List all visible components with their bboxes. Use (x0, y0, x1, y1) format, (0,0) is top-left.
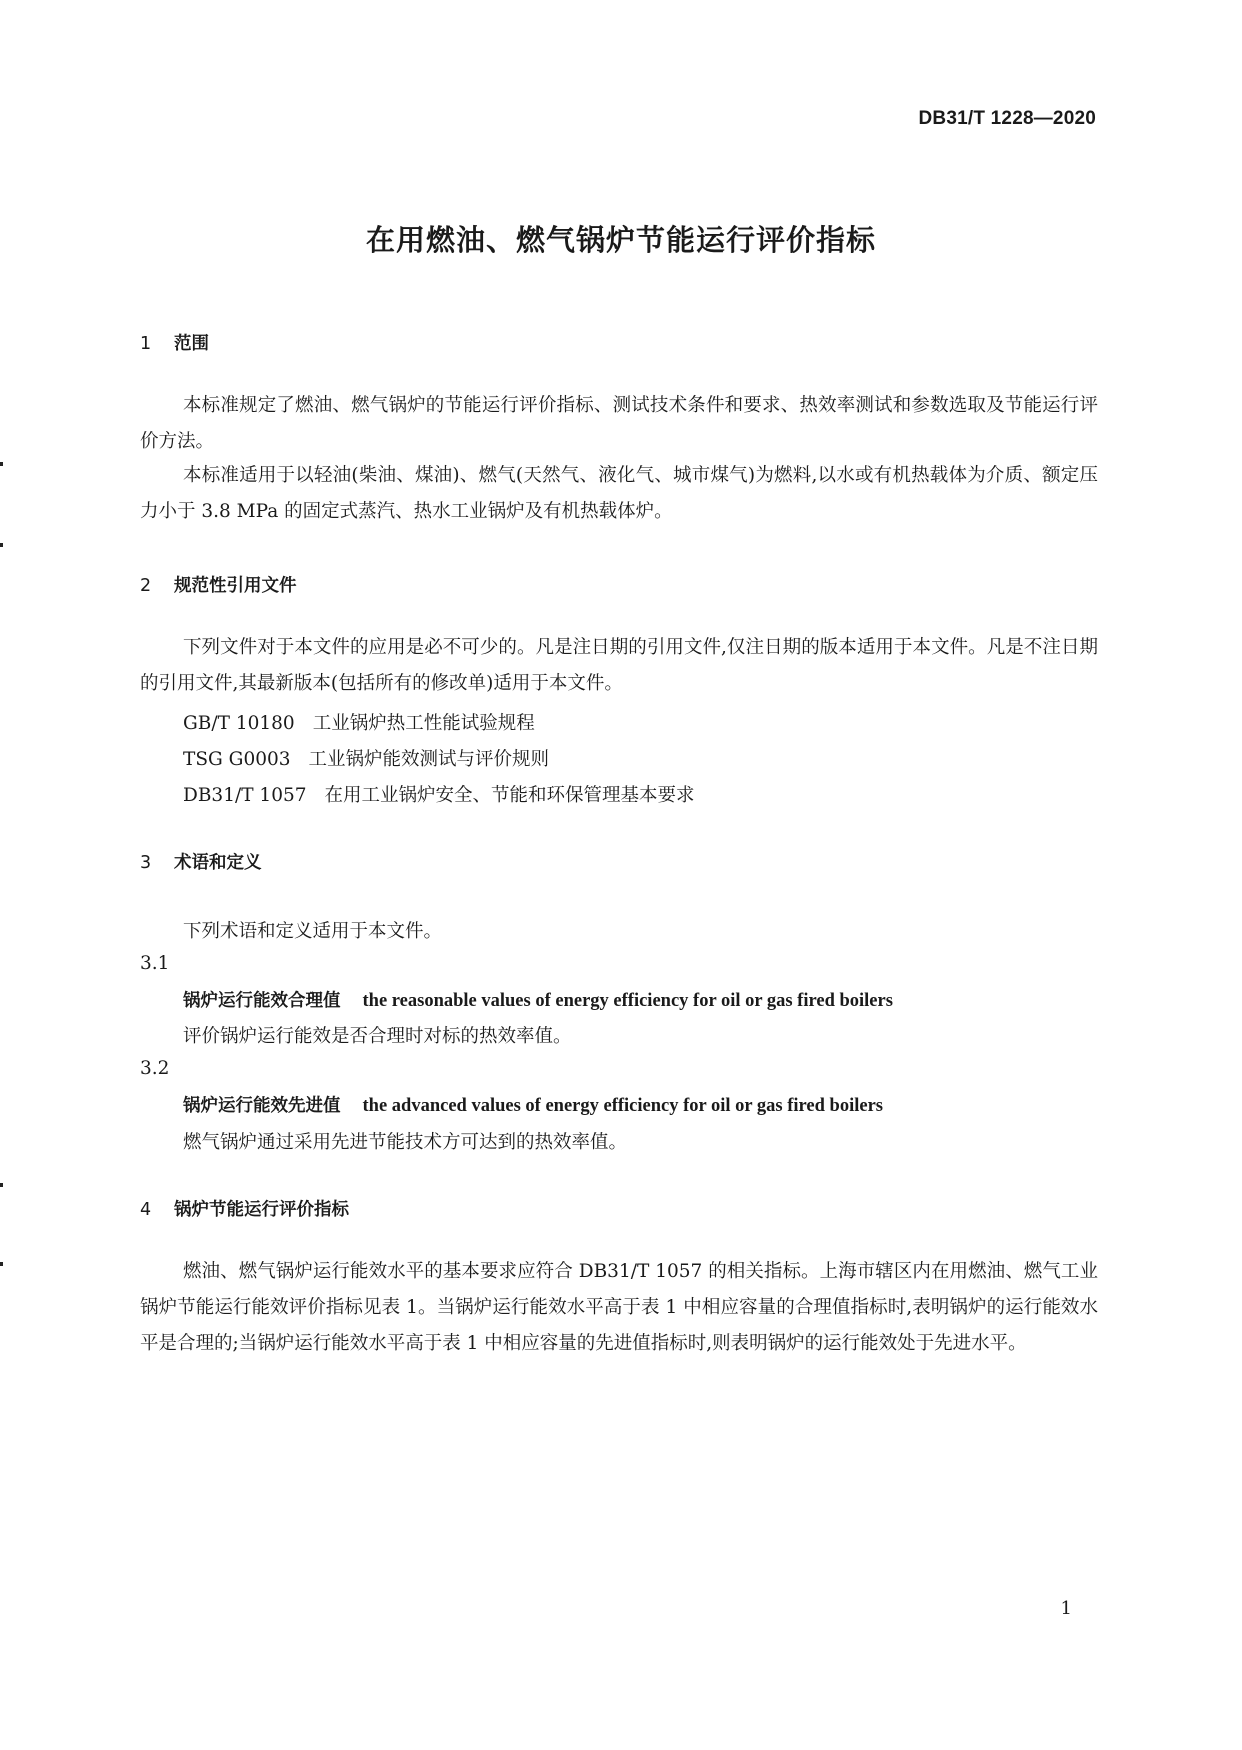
term-definition: 评价锅炉运行能效是否合理时对标的热效率值。 (183, 1026, 572, 1047)
term-heading (183, 1092, 883, 1117)
section-4-heading (140, 1196, 349, 1221)
section-1-heading (140, 330, 209, 355)
section-number: 3 (140, 853, 152, 873)
section-title: 规范性引用文件 (174, 576, 297, 596)
term-chinese: 锅炉运行能效先进值 (183, 1096, 341, 1116)
section-number: 2 (140, 576, 152, 596)
section-3-intro: 下列术语和定义适用于本文件。 (183, 921, 443, 942)
term-number: 3.1 (140, 953, 170, 974)
term-chinese: 锅炉运行能效合理值 (183, 991, 341, 1011)
document-title: 在用燃油、燃气锅炉节能运行评价指标 (365, 223, 876, 257)
term-definition: 燃气锅炉通过采用先进节能技术方可达到的热效率值。 (183, 1132, 628, 1153)
term-number: 3.2 (140, 1058, 170, 1079)
scan-mark (0, 543, 3, 547)
reference-code: TSG G0003 (183, 749, 291, 770)
section-title: 范围 (174, 334, 209, 354)
section-1-paragraph-2: 本标准适用于以轻油(柴油、煤油)、燃气(天然气、液化气、城市煤气)为燃料,以水或有机热载体为介质、额定压力小于 3.8 MPa 的固定式蒸汽、热水工业锅炉及有机热载体炉。 (140, 465, 1098, 522)
term-english: the reasonable values of energy efficiency for oil or gas fired boilers (362, 991, 893, 1011)
section-number: 4 (140, 1200, 152, 1220)
section-1-paragraph-1: 本标准规定了燃油、燃气锅炉的节能运行评价指标、测试技术条件和要求、热效率测试和参数选取及节能运行评价方法。 (140, 395, 1098, 452)
reference-title: 工业锅炉能效测试与评价规则 (308, 749, 550, 770)
term-heading (183, 987, 893, 1012)
section-2-paragraph-1: 下列文件对于本文件的应用是必不可少的。凡是注日期的引用文件,仅注日期的版本适用于本文件。凡是不注日期的引用文件,其最新版本(包括所有的修改单)适用于本文件。 (140, 637, 1098, 694)
section-title: 术语和定义 (174, 853, 262, 873)
term-english: the advanced values of energy efficiency for oil or gas fired boilers (362, 1096, 883, 1116)
reference-item (183, 781, 695, 807)
scan-mark (0, 1183, 3, 1187)
page-number: 1 (1060, 1598, 1072, 1619)
reference-title: 工业锅炉热工性能试验规程 (312, 713, 535, 734)
section-number: 1 (140, 334, 152, 354)
section-4-paragraph-1: 燃油、燃气锅炉运行能效水平的基本要求应符合 DB31/T 1057 的相关指标。上海市辖区内在用燃油、燃气工业锅炉节能运行能效评价指标见表 1。当锅炉运行能效水平高于表 1 中相应容量的合理值指标时,表明锅炉的运行能效水平是合理的;当锅炉运行能效水平高于表 1 中相应容量的先进值指标时,则表明锅炉的运行能效处于先进水平。 (140, 1261, 1098, 1354)
reference-item (183, 709, 535, 735)
scan-mark (0, 462, 3, 466)
reference-code: GB/T 10180 (183, 713, 295, 734)
section-3-heading (140, 849, 262, 874)
section-title: 锅炉节能运行评价指标 (174, 1200, 349, 1220)
reference-item (183, 745, 549, 771)
scan-mark (0, 1262, 3, 1266)
reference-title: 在用工业锅炉安全、节能和环保管理基本要求 (324, 785, 695, 806)
section-2-heading (140, 572, 297, 597)
standard-code: DB31/T 1228—2020 (918, 108, 1096, 129)
reference-code: DB31/T 1057 (183, 785, 307, 806)
